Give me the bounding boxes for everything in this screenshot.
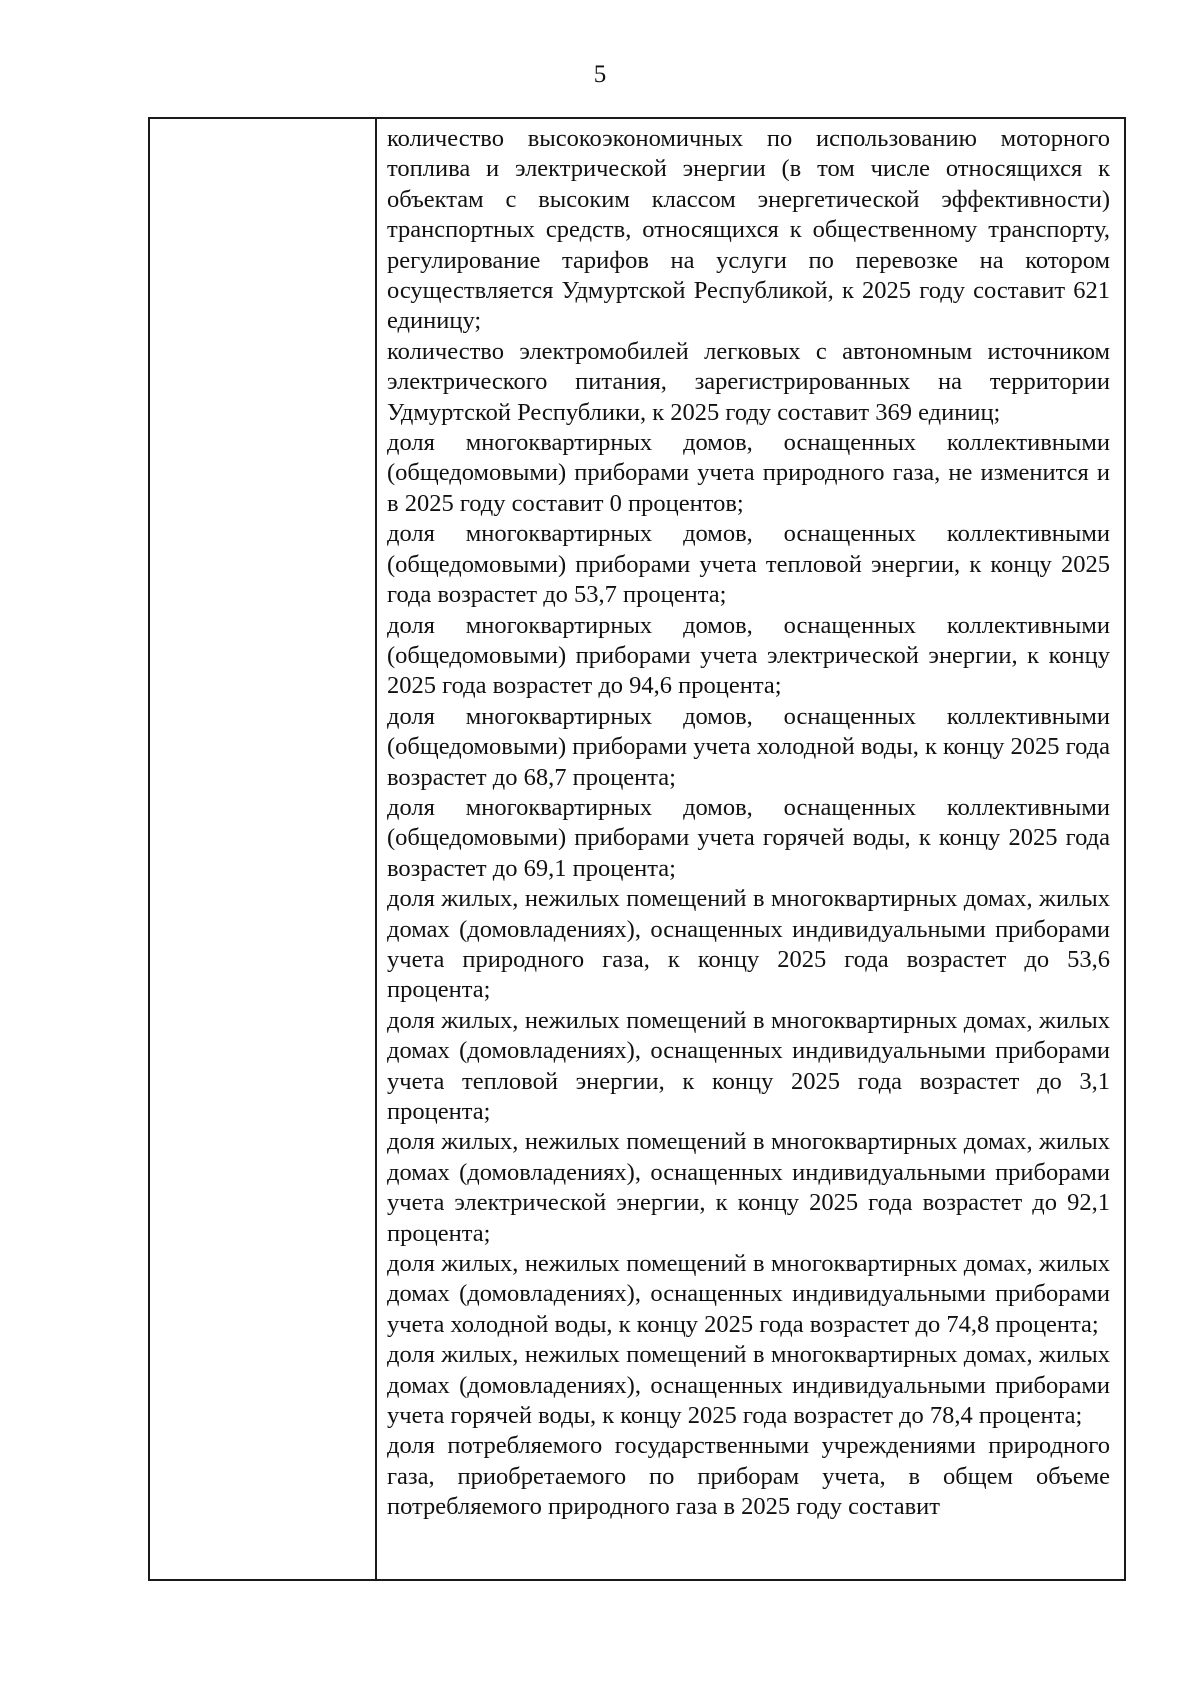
paragraph: доля жилых, нежилых помещений в многоквартирных домах, жилых домах (домовладениях), оснащенных индивидуальными приборами учета электрической энергии, к концу 2025 года возрастет до 92,1 процента; <box>387 1128 1110 1247</box>
paragraph: доля многоквартирных домов, оснащенных коллективными (общедомовыми) приборами учета горячей воды, к концу 2025 года возрастет до 69,1 процента; <box>387 793 1110 882</box>
paragraph: доля жилых, нежилых помещений в многоквартирных домах, жилых домах (домовладениях), оснащенных индивидуальными приборами учета природного газа, к концу 2025 года возрастет до 53,6 процента; <box>387 885 1110 1004</box>
paragraph: доля многоквартирных домов, оснащенных коллективными (общедомовыми) приборами учета природного газа, не изменится и в 2025 году составит 0 процентов; <box>387 429 1110 517</box>
paragraph: доля жилых, нежилых помещений в многоквартирных домах, жилых домах (домовладениях), оснащенных индивидуальными приборами учета холодной воды, к концу 2025 года возрастет до 74,8 процента; <box>387 1250 1110 1338</box>
paragraph: доля жилых, нежилых помещений в многоквартирных домах, жилых домах (домовладениях), оснащенных индивидуальными приборами учета горячей воды, к концу 2025 года возрастет до 78,4 процента; <box>387 1341 1110 1430</box>
document-table <box>148 117 1126 1581</box>
paragraph: доля многоквартирных домов, оснащенных коллективными (общедомовыми) приборами учета тепловой энергии, к концу 2025 года возрастет до 53,7 процента; <box>387 520 1110 609</box>
paragraph: доля жилых, нежилых помещений в многоквартирных домах, жилых домах (домовладениях), оснащенных индивидуальными приборами учета тепловой энергии, к концу 2025 года возрастет до 3,1 процента; <box>387 1006 1110 1125</box>
paragraph: количество высокоэкономичных по использованию моторного топлива и электрической энергии (в том числе относящихся к объектам с высоким классом энергетической эффективности) транспортных средств, относящихся к общественному транспорту, регулирование тарифов на услуги по перевозке на котором осуществляется Удмуртской Республикой, к 2025 году составит 621 единицу; <box>387 125 1110 335</box>
paragraph: доля многоквартирных домов, оснащенных коллективными (общедомовыми) приборами учета холодной воды, к концу 2025 года возрастет до 68,7 процента; <box>387 702 1110 791</box>
left-column-cell <box>150 119 377 1579</box>
paragraph: доля многоквартирных домов, оснащенных коллективными (общедомовыми) приборами учета электрической энергии, к концу 2025 года возрастет до 94,6 процента; <box>387 611 1110 700</box>
paragraph: количество электромобилей легковых с автономным источником электрического питания, зарегистрированных на территории Удмуртской Республики, к 2025 году составит 369 единиц; <box>387 337 1110 426</box>
right-column-cell <box>377 119 1124 1579</box>
page-number: 5 <box>593 61 607 88</box>
paragraph: доля потребляемого государственными учреждениями природного газа, приобретаемого по приборам учета, в общем объеме потребляемого природного газа в 2025 году составит <box>387 1432 1110 1521</box>
